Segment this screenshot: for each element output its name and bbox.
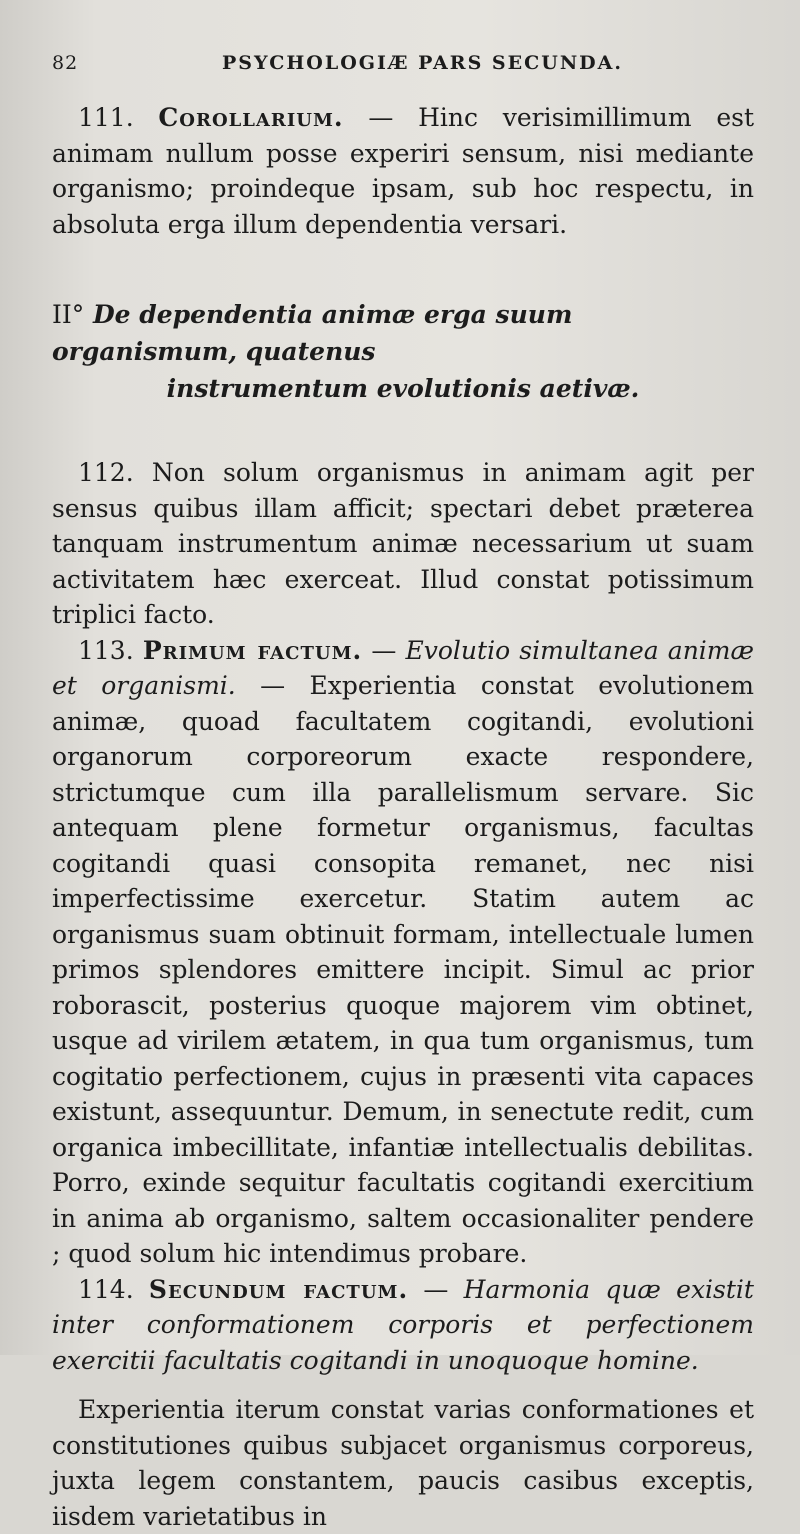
section-title-line1: De dependentia animæ erga suum organismum, quatenus [52, 300, 573, 366]
paragraph-112 [52, 455, 754, 633]
paragraph-number: 112. [78, 458, 134, 487]
paragraph-114-body [52, 1392, 754, 1534]
paragraph-number: 113. [78, 635, 134, 665]
paragraph-text: — Experientia constat evolutionem animæ, quoad facultatem cogitandi, evolutioni organorum corporeorum exacte respondere, strictumque cum illa parallelismum servare. Sic antequam plene formetur organismus, facultas cogitandi quasi consopita remanet, nec nisi imperfectissime exercetur. Statim autem ac organismus suam obtinuit formam, intellectuale lumen primos splendores emittere incipit. Simul ac prior roborascit, posterius quoque majorem vim obtinet, usque ad virilem ætatem, in qua tum organismus, tum cogitatio perfectionem, cujus in præsenti vita capaces existunt, assequuntur. Demum, in senectute redit, cum organica imbecillitate, infantiæ intellectualis debilitas. Porro, exinde sequitur facultatis cogitandi exercitium in anima ab organismo, saltem occasionaliter pendere ; quod solum hic intendimus probare. [52, 671, 755, 1268]
dash: — [408, 1274, 464, 1304]
section-title-line2: instrumentum evolutionis aetivæ. [166, 374, 640, 403]
running-header [52, 52, 754, 74]
paragraph-number: 111. [78, 103, 134, 132]
paragraph-number: 114. [78, 1274, 134, 1304]
paragraph-text: Hinc verisimillimum est animam nullum posse experiri sensum, nisi mediante organismo; proindeque ipsam, sub hoc respectu, in absoluta erga illum dependentia versari. [52, 103, 754, 239]
paragraph-label: Corollarium. [158, 103, 344, 132]
paragraph-text: Non solum organismus in animam agit per sensus quibus illam afficit; spectari debet præterea tanquam instrumentum animæ necessarium ut suam activitatem hæc exerceat. Illud constat potissimum triplici facto. [52, 458, 754, 629]
paragraph-label: Secundum factum. [148, 1274, 409, 1304]
dash: — [362, 635, 406, 665]
paragraph-gap [52, 1378, 754, 1392]
paragraph-title: Evolutio simultanea animæ et organismi. [52, 635, 754, 700]
section-heading [52, 296, 754, 407]
page-number: 82 [52, 52, 79, 74]
paragraph-113 [52, 633, 754, 1272]
section-numeral: II° [52, 300, 85, 329]
running-title: PSYCHOLOGIÆ PARS SECUNDA. [222, 52, 624, 74]
paragraph-114 [52, 1272, 754, 1379]
paragraph-title: Harmonia quæ existit inter conformationem corporis et perfectionem exercitii facultatis cogitandi in unoquoque homine. [52, 1274, 754, 1375]
paragraph-text: Experientia iterum constat varias conformationes et constitutiones quibus subjacet organismus corporeus, juxta legem constantem, paucis casibus exceptis, iisdem varietatibus in [52, 1395, 754, 1531]
paragraph-111 [52, 100, 754, 242]
paragraph-label: Primum factum. [142, 635, 363, 665]
dash: — [343, 103, 419, 132]
